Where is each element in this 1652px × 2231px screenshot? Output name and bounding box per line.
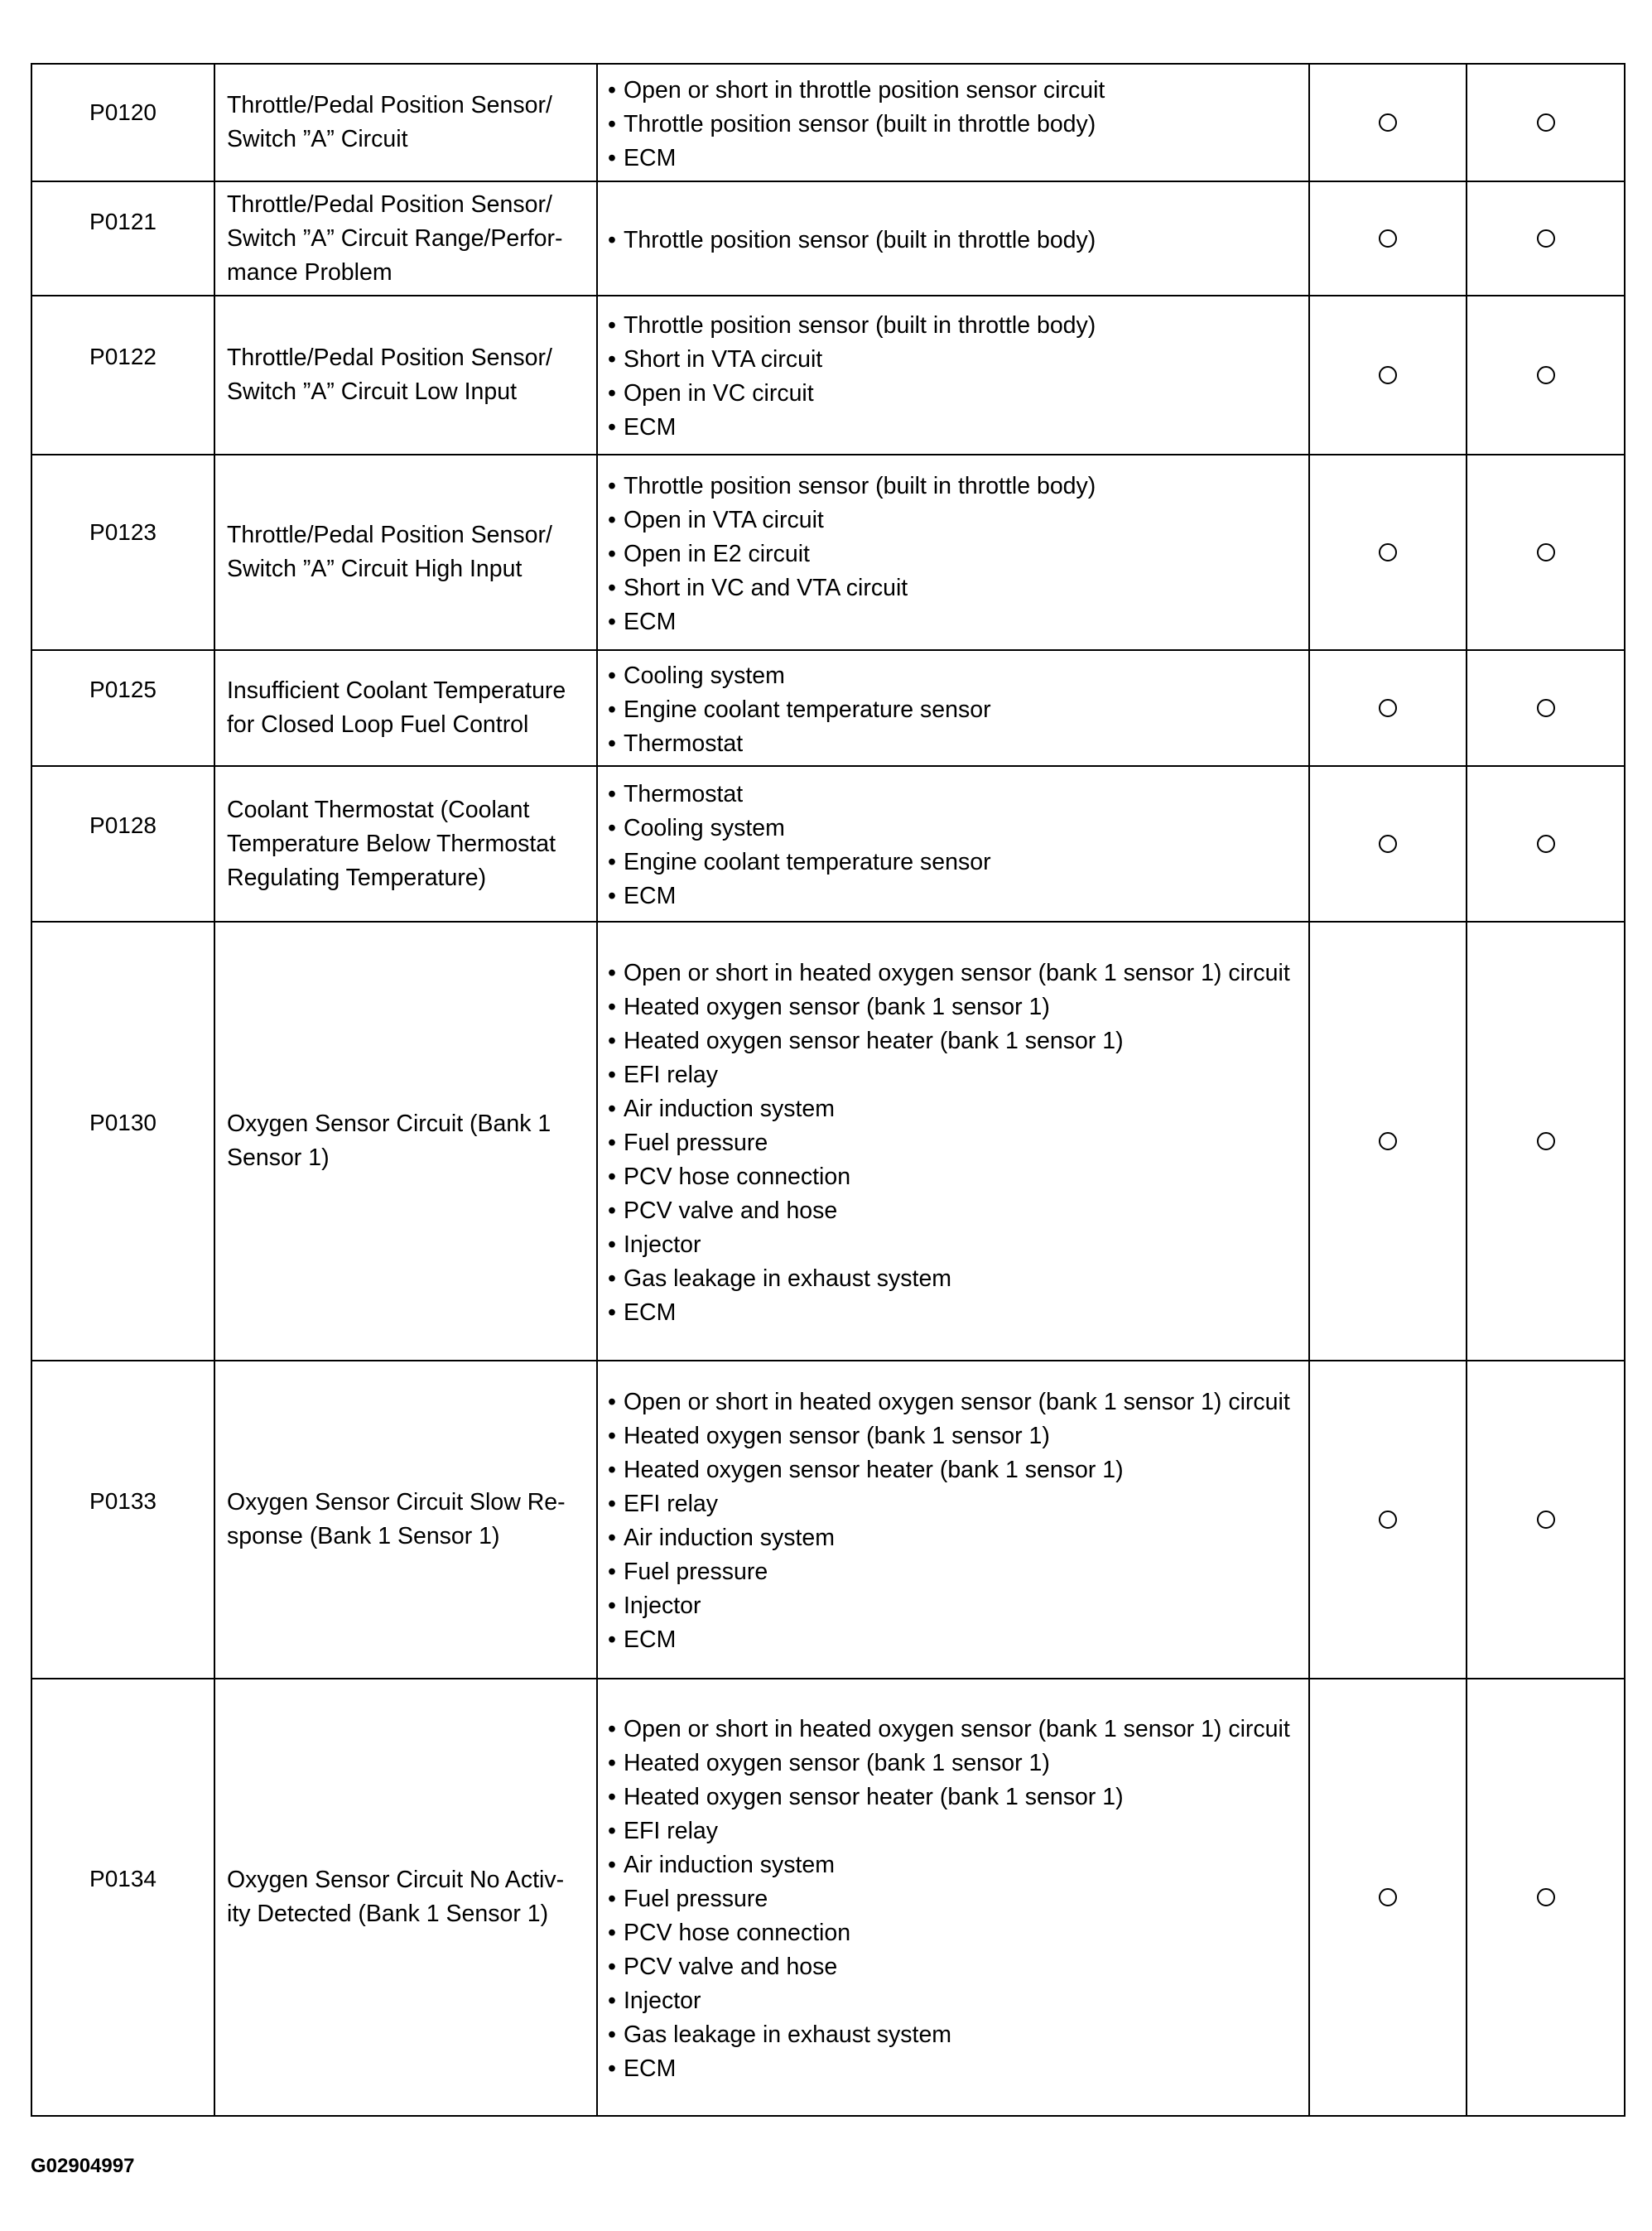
memory-circle-icon xyxy=(1537,835,1555,853)
trouble-area-cell xyxy=(597,922,1309,1361)
trouble-area-item: • PCV hose connection xyxy=(608,1916,1300,1950)
memory-cell xyxy=(1467,1361,1625,1679)
trouble-area-item: • Heated oxygen sensor heater (bank 1 sensor 1) xyxy=(608,1024,1300,1058)
dtc-code: P0125 xyxy=(89,677,157,702)
trouble-area-item: • Heated oxygen sensor heater (bank 1 sensor 1) xyxy=(608,1453,1300,1487)
table-row xyxy=(31,296,1625,455)
memory-cell xyxy=(1467,650,1625,766)
mil-circle-icon xyxy=(1379,543,1397,561)
trouble-area-item: • PCV valve and hose xyxy=(608,1950,1300,1984)
trouble-area-item: • Injector xyxy=(608,1589,1300,1623)
dtc-table-body xyxy=(31,64,1625,2116)
memory-circle-icon xyxy=(1537,543,1555,561)
dtc-code-cell xyxy=(31,922,214,1361)
trouble-area-cell xyxy=(597,1679,1309,2116)
dtc-description: Oxygen Sensor Circuit Slow Re- sponse (Bank 1 Sensor 1) xyxy=(214,1361,597,1679)
trouble-area-item: • Heated oxygen sensor (bank 1 sensor 1) xyxy=(608,1419,1300,1453)
trouble-area-item: • EFI relay xyxy=(608,1487,1300,1521)
trouble-area-item: • Cooling system xyxy=(608,659,1300,693)
table-row xyxy=(31,64,1625,181)
trouble-area-list xyxy=(608,309,1300,445)
dtc-code: P0134 xyxy=(89,1866,157,1891)
trouble-area-list xyxy=(608,224,1300,258)
trouble-area-item: • Open in E2 circuit xyxy=(608,537,1300,571)
memory-circle-icon xyxy=(1537,1888,1555,1906)
trouble-area-list xyxy=(608,1385,1300,1657)
dtc-code-cell xyxy=(31,181,214,296)
trouble-area-cell xyxy=(597,766,1309,922)
mil-circle-icon xyxy=(1379,1511,1397,1529)
figure-id: G02904997 xyxy=(31,2155,135,2177)
trouble-area-item: • Open or short in heated oxygen sensor (bank 1 sensor 1) circuit xyxy=(608,1713,1300,1747)
trouble-area-item: • Open or short in heated oxygen sensor (bank 1 sensor 1) circuit xyxy=(608,956,1300,990)
memory-cell xyxy=(1467,64,1625,181)
dtc-code: P0130 xyxy=(89,1110,157,1135)
trouble-area-list xyxy=(608,74,1300,176)
dtc-code: P0133 xyxy=(89,1488,157,1514)
trouble-area-item: • Engine coolant temperature sensor xyxy=(608,846,1300,879)
trouble-area-item: • Short in VTA circuit xyxy=(608,343,1300,377)
trouble-area-item: • Fuel pressure xyxy=(608,1126,1300,1160)
trouble-area-item: • Throttle position sensor (built in throttle body) xyxy=(608,108,1300,142)
memory-cell xyxy=(1467,181,1625,296)
mil-circle-icon xyxy=(1379,835,1397,853)
memory-cell xyxy=(1467,1679,1625,2116)
memory-cell xyxy=(1467,766,1625,922)
dtc-code: P0120 xyxy=(89,99,157,125)
trouble-area-item: • ECM xyxy=(608,142,1300,176)
dtc-code-cell xyxy=(31,1679,214,2116)
trouble-area-item: • Throttle position sensor (built in throttle body) xyxy=(608,470,1300,504)
memory-circle-icon xyxy=(1537,229,1555,248)
trouble-area-item: • Injector xyxy=(608,1228,1300,1262)
mil-cell xyxy=(1309,1679,1467,2116)
trouble-area-cell xyxy=(597,650,1309,766)
trouble-area-item: • Open in VTA circuit xyxy=(608,504,1300,537)
trouble-area-item: • PCV valve and hose xyxy=(608,1194,1300,1228)
mil-cell xyxy=(1309,455,1467,650)
memory-circle-icon xyxy=(1537,699,1555,717)
memory-circle-icon xyxy=(1537,113,1555,132)
mil-cell xyxy=(1309,1361,1467,1679)
trouble-area-item: • ECM xyxy=(608,879,1300,913)
memory-cell xyxy=(1467,296,1625,455)
memory-circle-icon xyxy=(1537,366,1555,384)
table-row xyxy=(31,922,1625,1361)
table-row xyxy=(31,1679,1625,2116)
trouble-area-item: • EFI relay xyxy=(608,1814,1300,1848)
trouble-area-list xyxy=(608,956,1300,1330)
memory-cell xyxy=(1467,455,1625,650)
trouble-area-item: • Injector xyxy=(608,1984,1300,2018)
dtc-code: P0123 xyxy=(89,519,157,545)
trouble-area-item: • Thermostat xyxy=(608,778,1300,812)
dtc-code-cell xyxy=(31,455,214,650)
dtc-code: P0128 xyxy=(89,812,157,838)
dtc-description: Throttle/Pedal Position Sensor/ Switch ”A” Circuit xyxy=(214,64,597,181)
trouble-area-item: • EFI relay xyxy=(608,1058,1300,1092)
mil-cell xyxy=(1309,766,1467,922)
dtc-description: Oxygen Sensor Circuit No Activ- ity Detected (Bank 1 Sensor 1) xyxy=(214,1679,597,2116)
trouble-area-item: • Thermostat xyxy=(608,727,1300,761)
trouble-area-item: • Heated oxygen sensor heater (bank 1 sensor 1) xyxy=(608,1780,1300,1814)
mil-cell xyxy=(1309,181,1467,296)
mil-cell xyxy=(1309,296,1467,455)
table-row xyxy=(31,455,1625,650)
table-row xyxy=(31,1361,1625,1679)
trouble-area-item: • Open or short in heated oxygen sensor (bank 1 sensor 1) circuit xyxy=(608,1385,1300,1419)
trouble-area-item: • Gas leakage in exhaust system xyxy=(608,1262,1300,1296)
trouble-area-cell xyxy=(597,64,1309,181)
dtc-code-cell xyxy=(31,64,214,181)
trouble-area-item: • Air induction system xyxy=(608,1092,1300,1126)
mil-circle-icon xyxy=(1379,1888,1397,1906)
mil-circle-icon xyxy=(1379,1132,1397,1150)
dtc-code-cell xyxy=(31,296,214,455)
dtc-code-cell xyxy=(31,766,214,922)
memory-circle-icon xyxy=(1537,1511,1555,1529)
trouble-area-item: • ECM xyxy=(608,2052,1300,2086)
trouble-area-cell xyxy=(597,455,1309,650)
dtc-code-cell xyxy=(31,650,214,766)
trouble-area-item: • ECM xyxy=(608,1623,1300,1657)
trouble-area-item: • Gas leakage in exhaust system xyxy=(608,2018,1300,2052)
trouble-area-item: • Open or short in throttle position sensor circuit xyxy=(608,74,1300,108)
mil-circle-icon xyxy=(1379,366,1397,384)
trouble-area-cell xyxy=(597,1361,1309,1679)
trouble-area-item: • Fuel pressure xyxy=(608,1555,1300,1589)
dtc-description: Coolant Thermostat (Coolant Temperature Below Thermostat Regulating Temperature) xyxy=(214,766,597,922)
mil-circle-icon xyxy=(1379,229,1397,248)
memory-circle-icon xyxy=(1537,1132,1555,1150)
dtc-description: Throttle/Pedal Position Sensor/ Switch ”A” Circuit Range/Perfor- mance Problem xyxy=(214,181,597,296)
trouble-area-item: • Fuel pressure xyxy=(608,1882,1300,1916)
trouble-area-item: • Cooling system xyxy=(608,812,1300,846)
trouble-area-item: • Heated oxygen sensor (bank 1 sensor 1) xyxy=(608,1747,1300,1780)
trouble-area-item: • ECM xyxy=(608,605,1300,639)
dtc-code: P0122 xyxy=(89,344,157,369)
mil-circle-icon xyxy=(1379,113,1397,132)
trouble-area-item: • ECM xyxy=(608,1296,1300,1330)
table-row xyxy=(31,766,1625,922)
mil-circle-icon xyxy=(1379,699,1397,717)
trouble-area-cell xyxy=(597,296,1309,455)
trouble-area-list xyxy=(608,470,1300,639)
table-row xyxy=(31,181,1625,296)
dtc-description: Throttle/Pedal Position Sensor/ Switch ”A” Circuit Low Input xyxy=(214,296,597,455)
dtc-description: Insufficient Coolant Temperature for Closed Loop Fuel Control xyxy=(214,650,597,766)
trouble-area-item: • Short in VC and VTA circuit xyxy=(608,571,1300,605)
trouble-area-item: • Air induction system xyxy=(608,1848,1300,1882)
dtc-table xyxy=(31,63,1626,2117)
trouble-area-item: • PCV hose connection xyxy=(608,1160,1300,1194)
trouble-area-list xyxy=(608,778,1300,913)
trouble-area-item: • Open in VC circuit xyxy=(608,377,1300,411)
trouble-area-cell xyxy=(597,181,1309,296)
trouble-area-item: • Air induction system xyxy=(608,1521,1300,1555)
trouble-area-item: • Engine coolant temperature sensor xyxy=(608,693,1300,727)
mil-cell xyxy=(1309,64,1467,181)
trouble-area-item: • Heated oxygen sensor (bank 1 sensor 1) xyxy=(608,990,1300,1024)
trouble-area-item: • ECM xyxy=(608,411,1300,445)
dtc-description: Oxygen Sensor Circuit (Bank 1 Sensor 1) xyxy=(214,922,597,1361)
memory-cell xyxy=(1467,922,1625,1361)
trouble-area-item: • Throttle position sensor (built in throttle body) xyxy=(608,224,1300,258)
mil-cell xyxy=(1309,922,1467,1361)
trouble-area-item: • Throttle position sensor (built in throttle body) xyxy=(608,309,1300,343)
trouble-area-list xyxy=(608,1713,1300,2086)
trouble-area-list xyxy=(608,659,1300,761)
dtc-code: P0121 xyxy=(89,209,157,234)
dtc-description: Throttle/Pedal Position Sensor/ Switch ”A” Circuit High Input xyxy=(214,455,597,650)
dtc-code-cell xyxy=(31,1361,214,1679)
mil-cell xyxy=(1309,650,1467,766)
table-row xyxy=(31,650,1625,766)
